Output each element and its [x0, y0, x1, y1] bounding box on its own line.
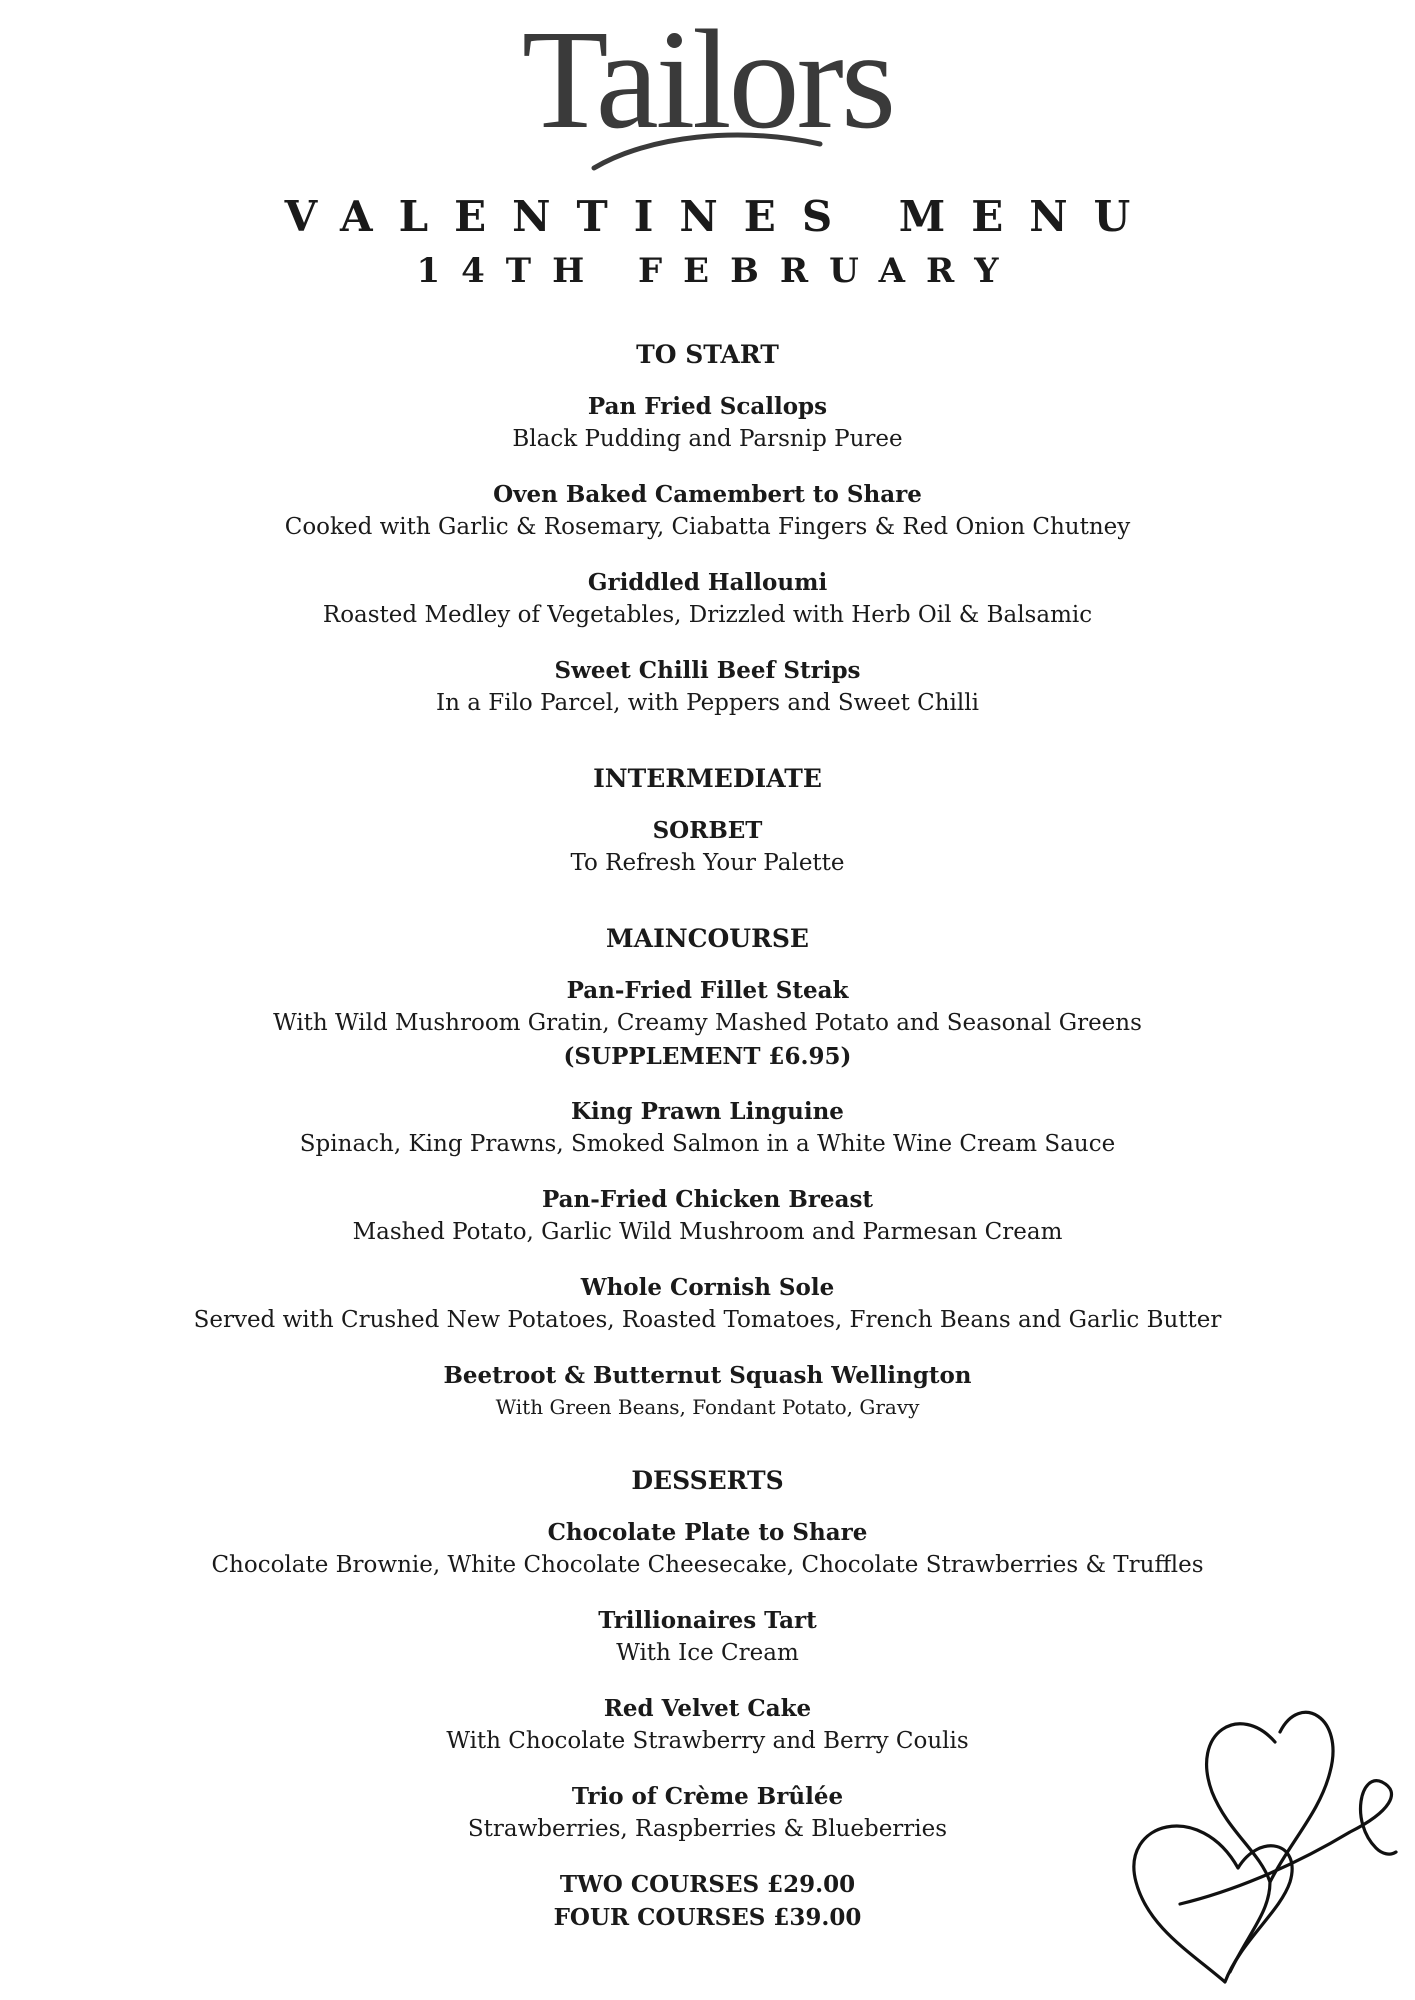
- dish-description: To Refresh Your Palette: [570, 850, 845, 876]
- dish-name: Pan Fried Scallops: [587, 393, 828, 420]
- price-two-courses: TWO COURSES £29.00: [559, 1871, 856, 1898]
- menu-title: VALENTINES MENU: [284, 192, 1157, 241]
- dish-description: Chocolate Brownie, White Chocolate Cheesecake, Chocolate Strawberries & Truffles: [211, 1552, 1204, 1578]
- dish-description: With Chocolate Strawberry and Berry Coulis: [446, 1728, 969, 1754]
- dish-description: With Ice Cream: [616, 1640, 799, 1666]
- dish-name: Whole Cornish Sole: [580, 1274, 835, 1301]
- dish-description: With Wild Mushroom Gratin, Creamy Mashed Potato and Seasonal Greens: [273, 1010, 1142, 1036]
- dish-name: SORBET: [652, 817, 763, 844]
- menu-item: [0, 566, 1415, 632]
- menu-item: [0, 1359, 1415, 1422]
- menu-item: [0, 1604, 1415, 1670]
- section-title: DESSERTS: [631, 1466, 784, 1495]
- menu-item: [0, 1183, 1415, 1249]
- dish-name: Oven Baked Camembert to Share: [493, 481, 922, 508]
- section-intermediate: [0, 762, 1415, 880]
- logo-wordmark: Tailors: [521, 0, 894, 158]
- dish-name: Chocolate Plate to Share: [547, 1519, 868, 1546]
- dish-name: Red Velvet Cake: [603, 1695, 812, 1722]
- menu-item: [0, 390, 1415, 456]
- dish-name: Griddled Halloumi: [587, 569, 828, 596]
- price-four-courses: FOUR COURSES £39.00: [553, 1904, 862, 1931]
- dish-name: Sweet Chilli Beef Strips: [554, 657, 861, 684]
- dish-name: King Prawn Linguine: [571, 1098, 844, 1125]
- dish-name: Pan-Fried Fillet Steak: [566, 977, 849, 1004]
- section-title: TO START: [636, 340, 779, 369]
- menu-item: [0, 974, 1415, 1073]
- dish-description: Cooked with Garlic & Rosemary, Ciabatta Fingers & Red Onion Chutney: [284, 514, 1131, 540]
- menu-item: [0, 1516, 1415, 1582]
- dish-name: Trillionaires Tart: [598, 1607, 817, 1634]
- menu-item: [0, 654, 1415, 720]
- dish-description: With Green Beans, Fondant Potato, Gravy: [495, 1395, 920, 1419]
- supplement-note: (SUPPLEMENT £6.95): [563, 1043, 852, 1070]
- section-maincourse: [0, 922, 1415, 1422]
- dish-description: In a Filo Parcel, with Peppers and Sweet Chilli: [436, 690, 979, 716]
- dish-name: Trio of Crème Brûlée: [571, 1783, 844, 1810]
- dish-description: Strawberries, Raspberries & Blueberries: [467, 1816, 948, 1842]
- dish-name: Beetroot & Butternut Squash Wellington: [443, 1362, 972, 1389]
- menu-date: 14TH FEBRUARY: [416, 251, 1020, 291]
- menu-item: [0, 478, 1415, 544]
- dish-description: Black Pudding and Parsnip Puree: [512, 426, 903, 452]
- section-title: MAINCOURSE: [606, 924, 809, 953]
- hearts-icon: [1120, 1672, 1400, 1992]
- menu-item: [0, 814, 1415, 880]
- menu-item: [0, 1095, 1415, 1161]
- dish-description: Spinach, King Prawns, Smoked Salmon in a White Wine Cream Sauce: [299, 1131, 1116, 1157]
- dish-description: Roasted Medley of Vegetables, Drizzled with Herb Oil & Balsamic: [322, 602, 1093, 628]
- dish-name: Pan-Fried Chicken Breast: [541, 1186, 874, 1213]
- section-title: INTERMEDIATE: [593, 764, 822, 793]
- menu-item: [0, 1271, 1415, 1337]
- dish-description: Served with Crushed New Potatoes, Roasted Tomatoes, French Beans and Garlic Butter: [193, 1307, 1222, 1333]
- logo-swash-icon: [588, 118, 828, 178]
- section-to-start: [0, 338, 1415, 720]
- dish-description: Mashed Potato, Garlic Wild Mushroom and Parmesan Cream: [352, 1219, 1063, 1245]
